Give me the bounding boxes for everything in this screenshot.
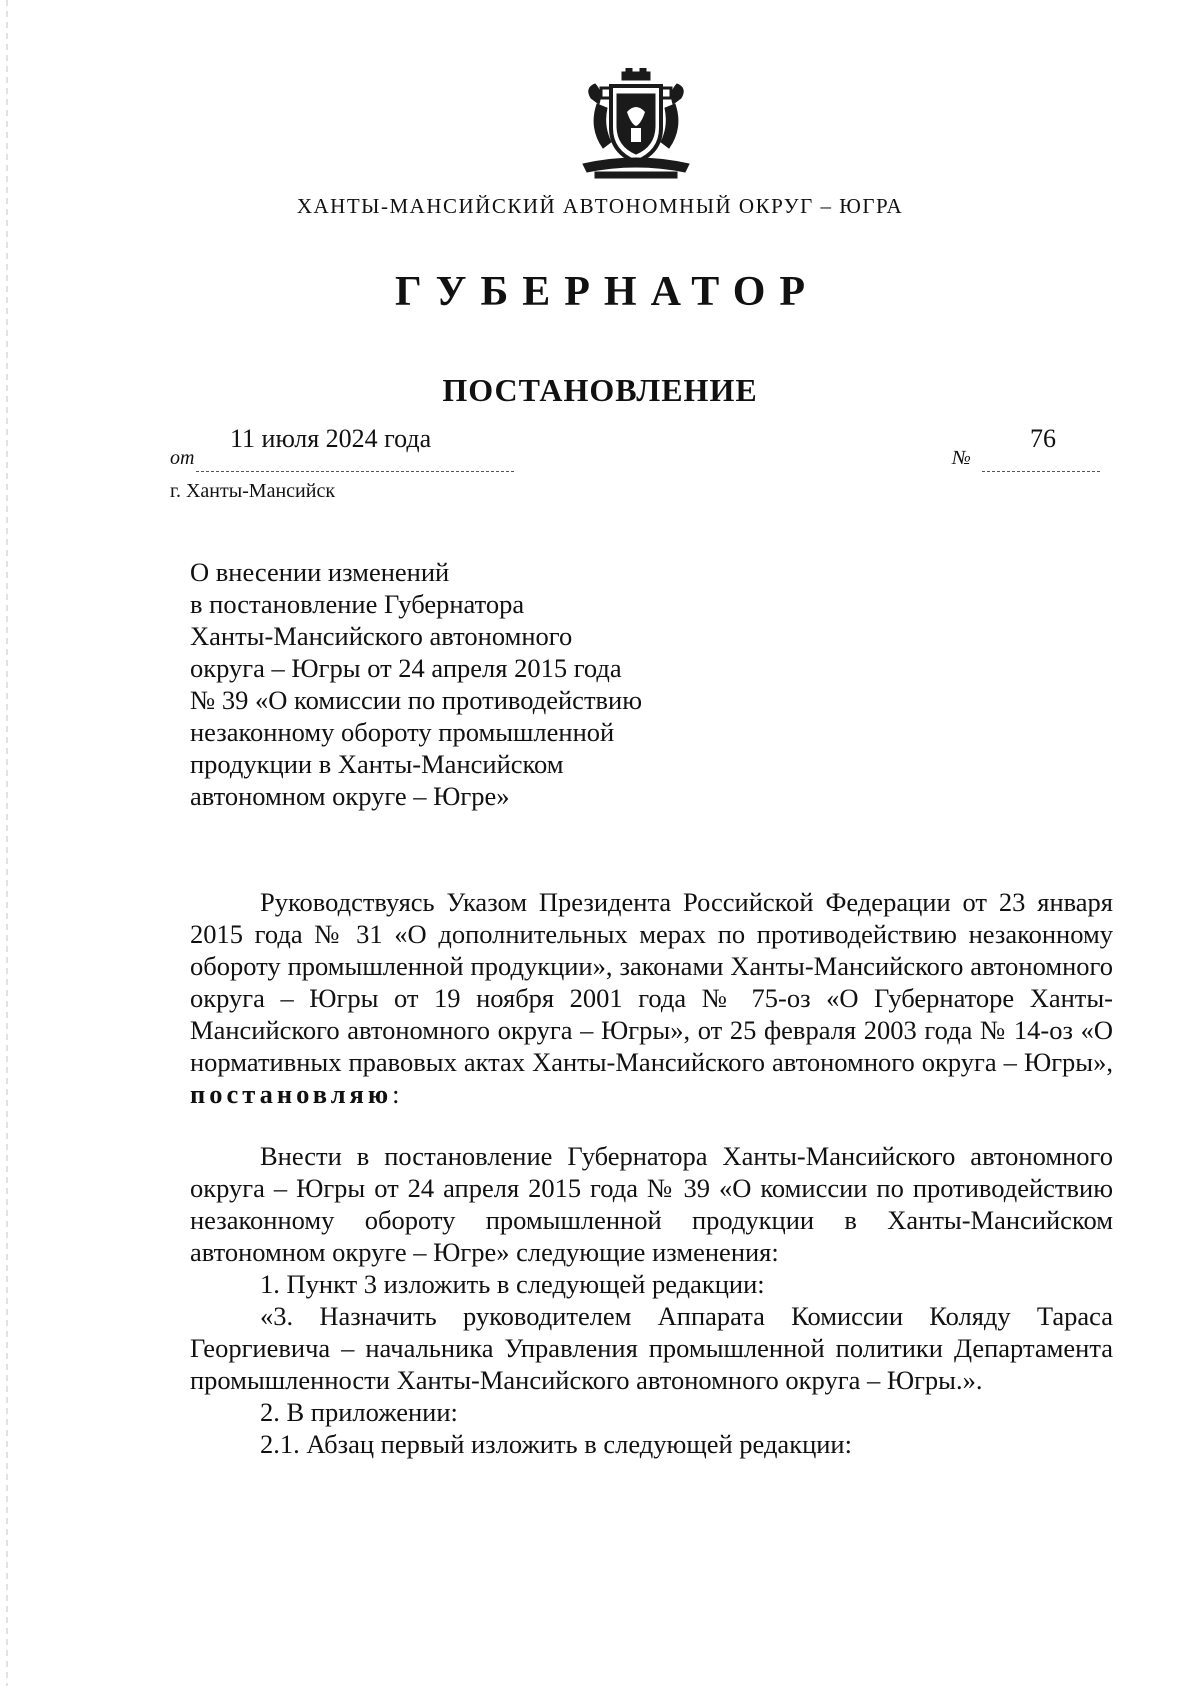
item-1-heading: 1. Пункт 3 изложить в следующей редакции: [260,1269,765,1299]
item-2-heading: 2. В приложении: [260,1397,458,1427]
item-1-text: «3. Назначить руководителем Аппарата Комиссии Коляду Тараса Георгиевича – начальника Управления промышленной политики Департамента промышленности Ханты-Мансийского автономного округа – Югры.». [190,1301,1113,1395]
date-underline [196,471,514,472]
preamble-paragraph [190,886,1113,1110]
subject-line: Ханты-Мансийского автономного [190,621,573,651]
number-field [952,424,1102,472]
subject-line: № 39 «О комиссии по противодействию [190,685,643,715]
region-name: ХАНТЫ-МАНСИЙСКИЙ АВТОНОМНЫЙ ОКРУГ – ЮГРА [296,194,904,218]
subject-line: в постановление Губернатора [190,589,525,619]
decree-colon: : [392,1079,400,1109]
coat-of-arms-icon [577,68,695,186]
subject-line: О внесении изменений [190,557,450,587]
authority-title: ГУБЕРНАТОР [394,269,820,315]
subject-line: автономном округе – Югре» [190,781,510,811]
date-field [170,424,514,472]
date-prefix: от [170,447,195,469]
number-underline [982,471,1100,472]
intro-paragraph: Внести в постановление Губернатора Ханты-Мансийского автономного округа – Югры от 24 апреля 2015 года № 39 «О комиссии по противодействию незаконному обороту промышленной продукции в Ханты-Мансийском автономном округе – Югре» следующие изменения: [190,1141,1113,1267]
document-number: 76 [1030,424,1056,453]
subject-line: округа – Югры от 24 апреля 2015 года [190,653,622,683]
number-prefix: № [952,447,971,469]
subject-line: продукции в Ханты-Мансийском [190,749,564,779]
issue-city: г. Ханты-Мансийск [170,480,336,502]
preamble-text: Руководствуясь Указом Президента Российской Федерации от 23 января 2015 года № 31 «О дополнительных мерах по противодействию незаконному обороту промышленной продукции», законами Ханты-Мансийского автономного округа – Югры от 19 ноября 2001 года № 75-оз «О Губернаторе Ханты-Мансийского автономного округа – Югры», от 25 февраля 2003 года № 14-оз «О нормативных правовых актах Ханты-Мансийского автономного округа – Югры», [190,887,1113,1077]
subject-line: незаконному обороту промышленной [190,717,615,747]
document-date: 11 июля 2024 года [230,424,432,453]
document-subject [190,556,750,812]
scan-edge [6,0,8,1686]
decree-keyword: постановляю [190,1079,393,1109]
document-body [190,886,1113,1460]
document-type: ПОСТАНОВЛЕНИЕ [442,372,758,408]
item-2-1-heading: 2.1. Абзац первый изложить в следующей редакции: [260,1429,852,1459]
